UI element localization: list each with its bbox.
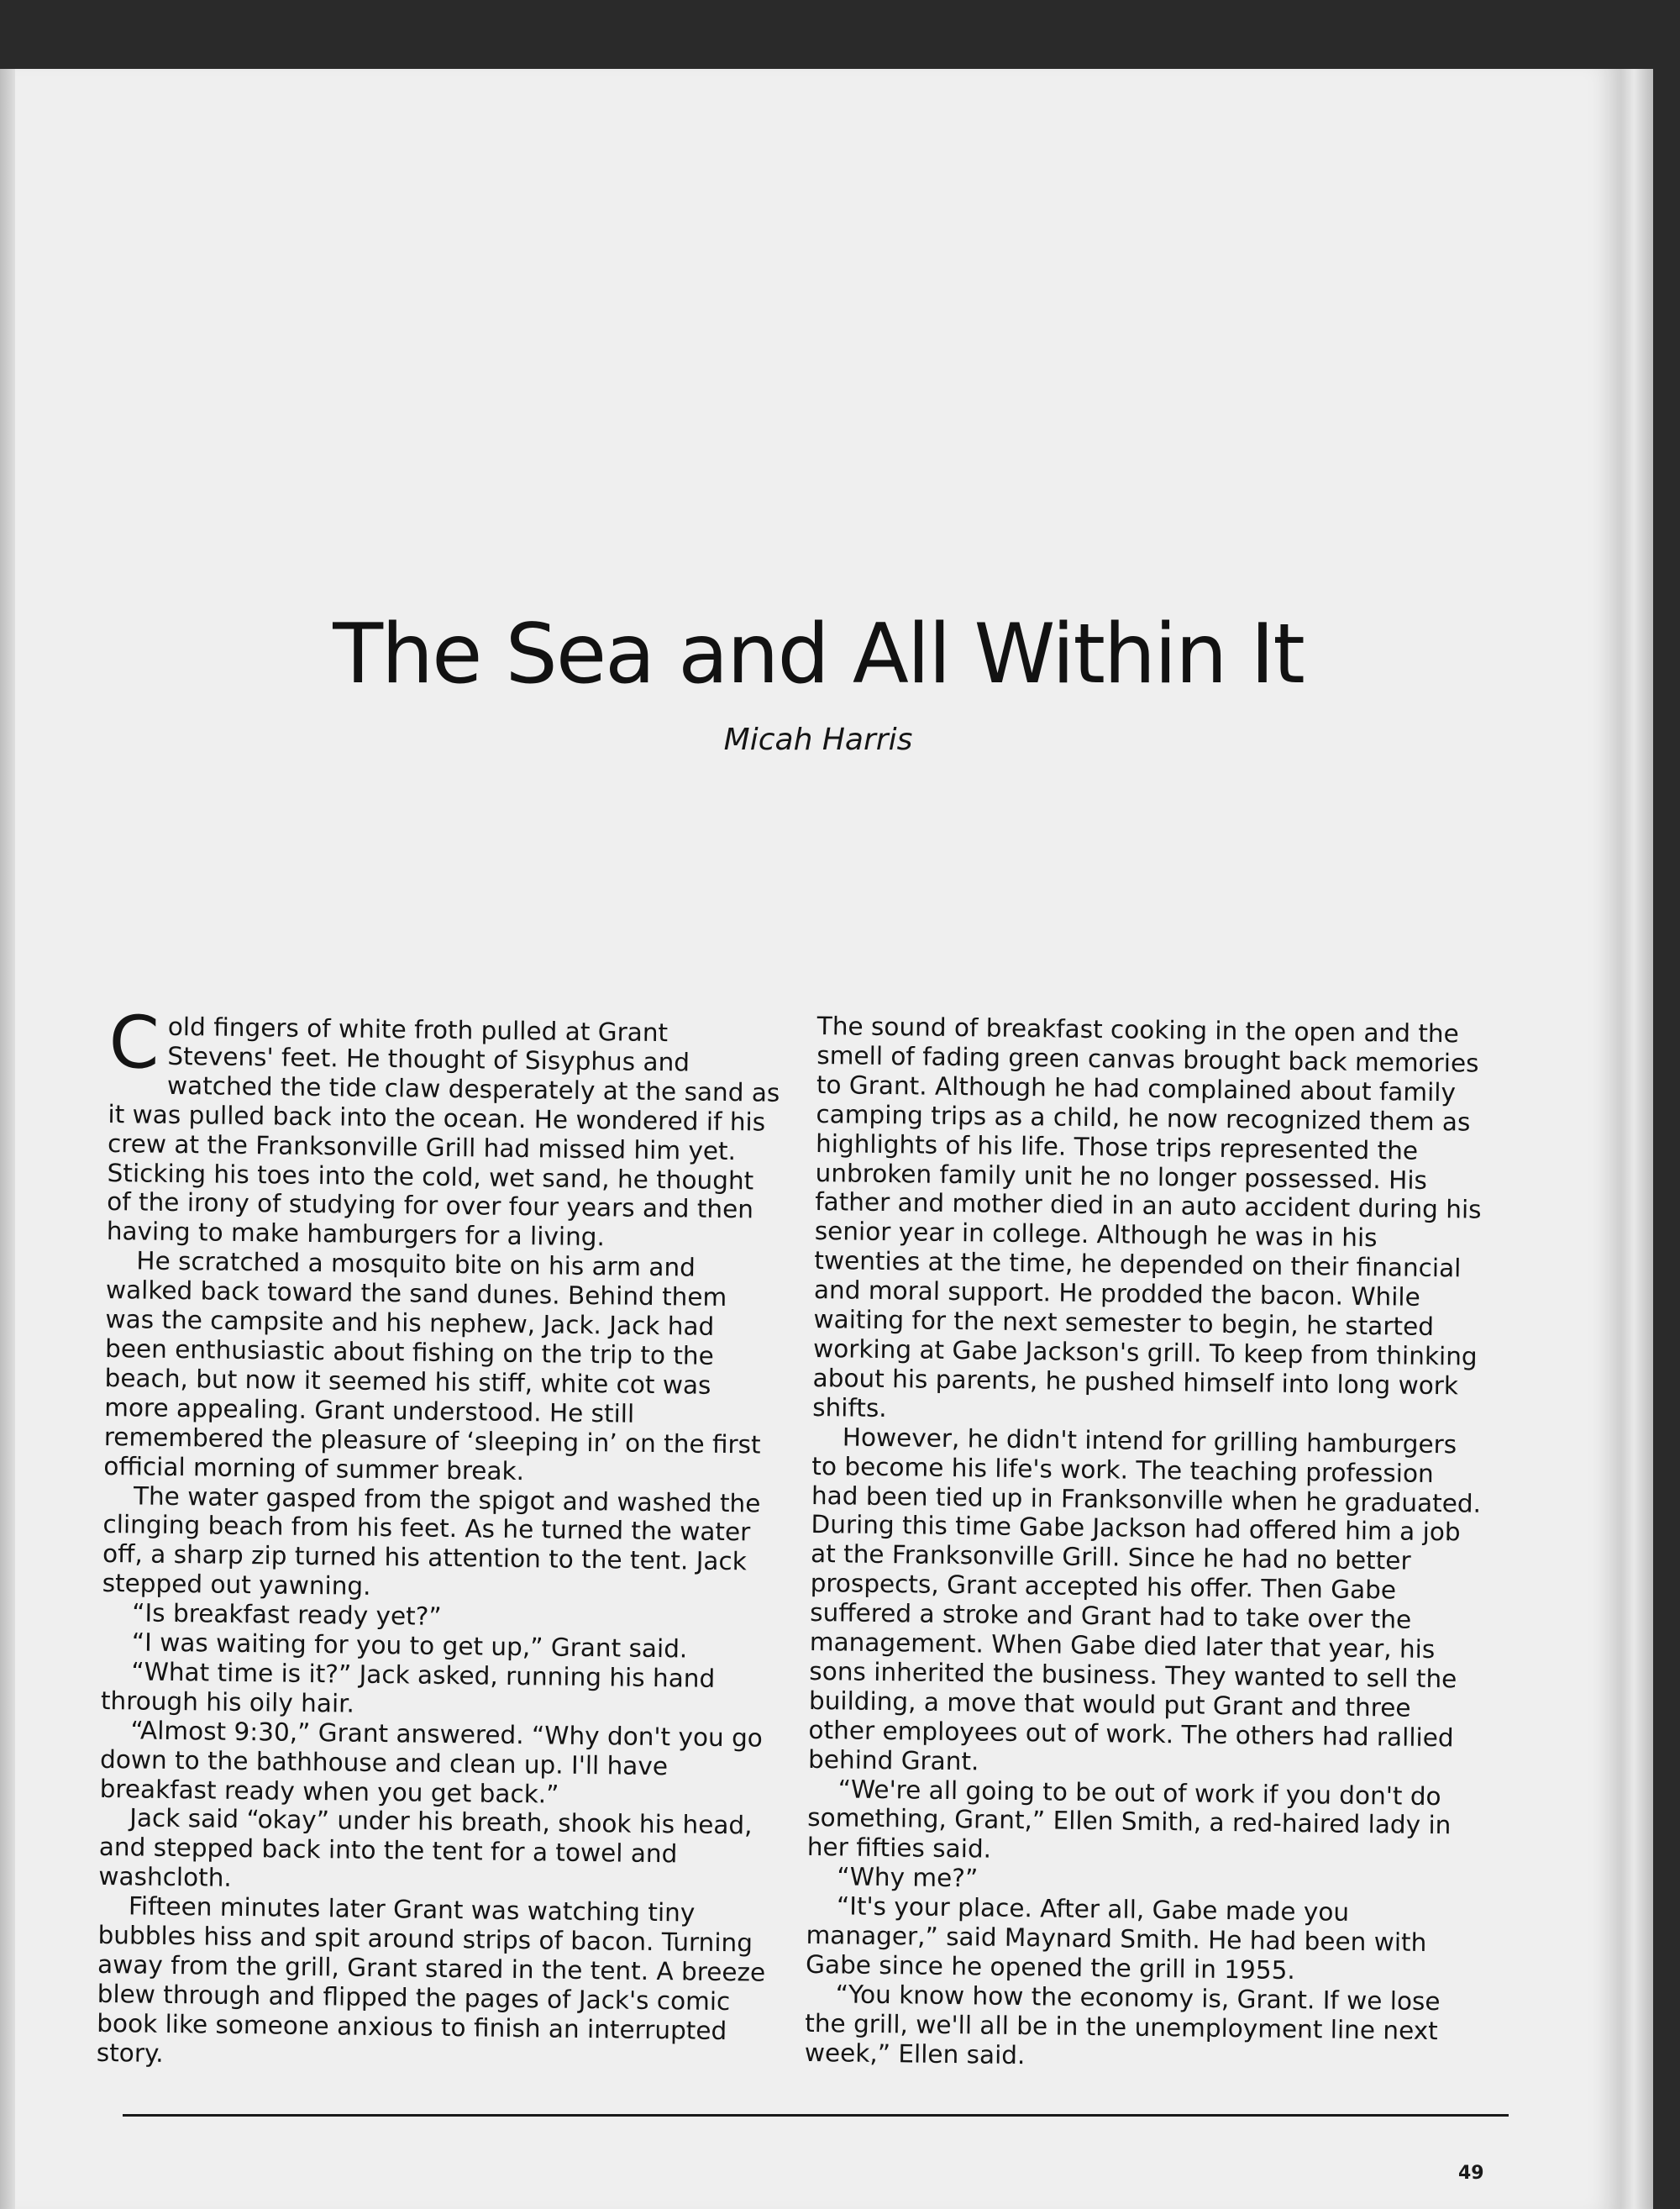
paragraph-12: “We're all going to be out of work if you don't do something, Grant,” Ellen Smith, a red-haired lady in her fifties said.: [806, 1774, 1452, 1864]
paragraph-1: [106, 1001, 781, 1254]
paragraph-13: “Why me?”: [837, 1862, 979, 1893]
left-column: [96, 1001, 781, 2075]
paragraph-6: “What time is it?” Jack asked, running his hand through his oily hair.: [100, 1657, 716, 1718]
paragraph-8: Jack said “okay” under his breath, shook his head, and stepped back into the tent for a towel and washcloth.: [98, 1803, 753, 1893]
paragraph-11: However, he didn't intend for grilling hamburgers to become his life's work. The teaching profession had been tied up in Franksonville when he graduated. During this time Gabe Jackson had offered him a job at the Franksonville Grill. Since he had no better prospects, Grant accepted his offer. Then Gabe suffered a stroke and Grant had to take over the management. When Gabe died later that year, his sons inherited the business. They wanted to sell the building, a move that would put Grant and three other employees out of work. The others had rallied behind Grant.: [807, 1423, 1482, 1776]
paragraph-2: He scratched a mosquito bite on his arm and walked back toward the sand dunes. Behind them was the campsite and his nephew, Jack. Jack had been enthusiastic about fishing on the trip to the beach, but now it seemed his stiff, white cot was more appealing. Grant understood. He still remembered the pleasure of ‘sleeping in’ on the first official morning of summer break.: [103, 1246, 761, 1486]
page-number: 49: [1458, 2163, 1484, 2184]
footer-rule: [123, 2114, 1509, 2117]
paragraph-3: The water gasped from the spigot and washed the clinging beach from his feet. As he turned the water off, a sharp zip turned his attention to the tent. Jack stepped out yawning.: [102, 1481, 761, 1602]
right-column: [805, 1012, 1489, 2075]
drop-cap: C: [108, 1001, 160, 1086]
paragraph-15: “You know how the economy is, Grant. If we lose the grill, we'll all be in the unemployment line next week,” Ellen said.: [804, 1980, 1441, 2070]
paragraph-text: old fingers of white froth pulled at Grant Stevens' feet. He thought of Sisyphus and watched the tide claw desperately at the sand as it was pulled back into the ocean. He wondered if his crew at the Franksonville Grill had missed him yet. Sticking his toes into the cold, wet sand, he thought of the irony of studying for over four years and then having to make hamburgers for a living.: [106, 1012, 780, 1252]
paragraph-14: “It's your place. After all, Gabe made you manager,” said Maynard Smith. He had been with Gabe since he opened the grill in 1955.: [805, 1891, 1427, 1985]
article-title: The Sea and All Within It: [333, 607, 1304, 702]
paragraph-10: The sound of breakfast cooking in the open and the smell of fading green canvas brought back memories to Grant. Although he had complained about family camping trips as a child, he now recognized them as highlights of his life. Those trips represented the unbroken family unit he no longer possessed. His father and mother died in an auto accident during his senior year in college. Although he was in his twenties at the time, he depended on their financial and moral support. He prodded the bacon. While waiting for the next semester to begin, he started working at Gabe Jackson's grill. To keep from thinking about his parents, he pushed himself into long work shifts.: [812, 1012, 1482, 1423]
paragraph-5: “I was waiting for you to get up,” Grant said.: [131, 1628, 688, 1664]
paragraph-7: “Almost 9:30,” Grant answered. “Why don't you go down to the bathhouse and clean up. I'll have breakfast ready when you get back.”: [99, 1716, 764, 1809]
paragraph-9: Fifteen minutes later Grant was watching tiny bubbles hiss and spit around strips of bacon. Turning away from the grill, Grant stared in the tent. A breeze blew through and flipped the pages of Jack's comic book like someone anxious to finish an interrupted story.: [96, 1891, 766, 2068]
author-byline: Micah Harris: [723, 723, 913, 757]
magazine-page: [15, 69, 1621, 2209]
page-stack-edge: [1621, 69, 1653, 2209]
paragraph-4: “Is breakfast ready yet?”: [132, 1598, 442, 1632]
